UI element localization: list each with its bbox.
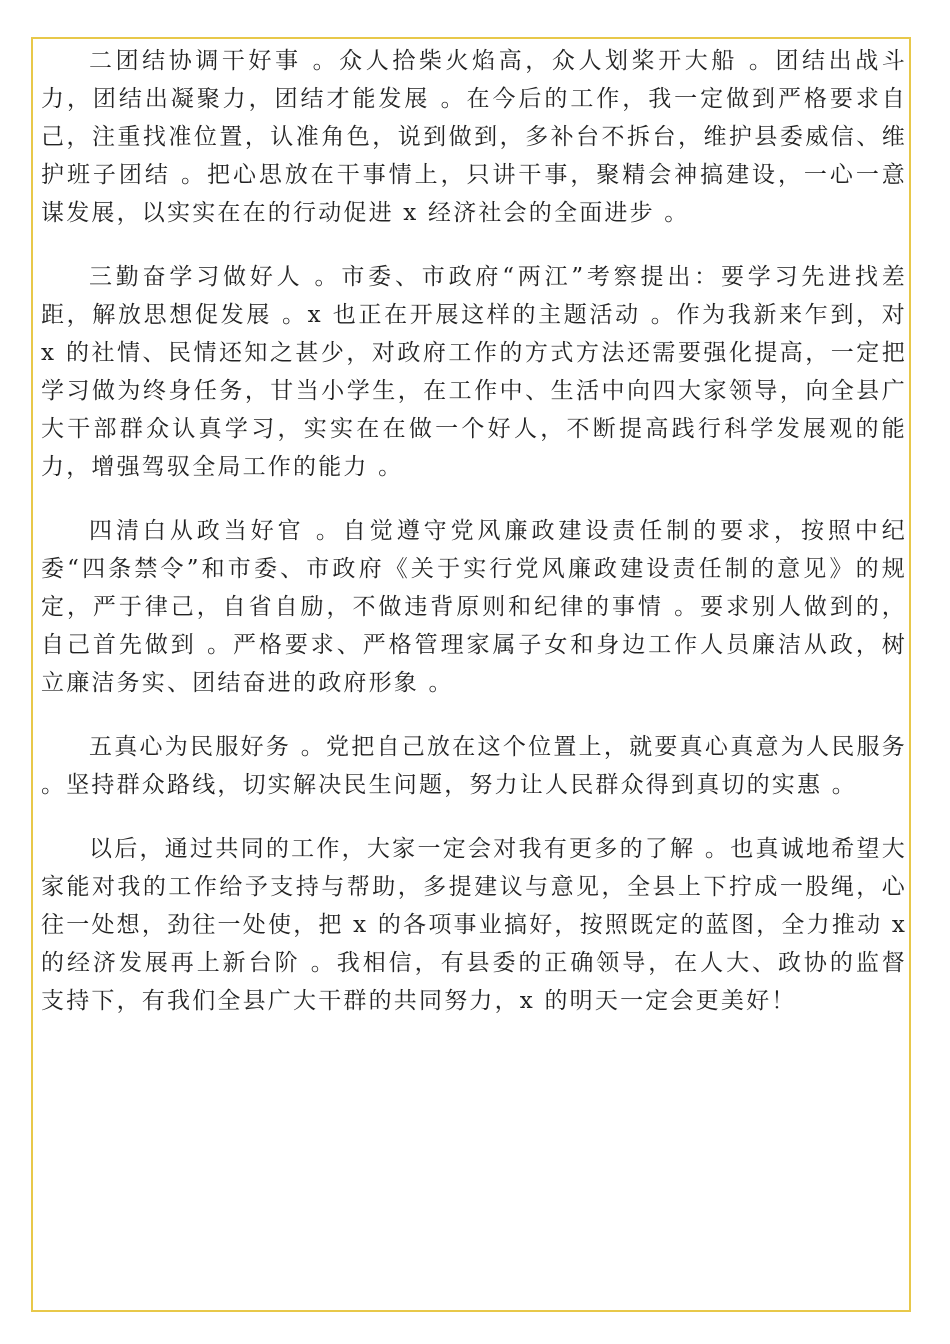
document-body (41, 42, 907, 1046)
paragraph-closing: 以后，通过共同的工作，大家一定会对我有更多的了解 。也真诚地希望大家能对我的工作给予支持与帮助，多提建议与意见，全县上下拧成一股绳，心往一处想，劲往一处使，把 x 的各项事业搞好，按照既定的蓝图，全力推动 x 的经济发展再上新台阶 。我相信，有县委的正确领导，在人大、政协的监督支持下，有我们全县广大干群的共同努力，x 的明天一定会更美好！ (41, 836, 907, 1014)
paragraph-integrity: 四清白从政当好官 。自觉遵守党风廉政建设责任制的要求，按照中纪委“四条禁令”和市委、市政府《关于实行党风廉政建设责任制的意见》的规定，严于律己，自省自励，不做违背原则和纪律的事情 。要求别人做到的，自己首先做到 。严格要求、严格管理家属子女和身边工作人员廉洁从政，树立廉洁务实、团结奋进的政府形象 。 (41, 518, 907, 696)
paragraph-unity: 二团结协调干好事 。众人拾柴火焰高，众人划桨开大船 。团结出战斗力，团结出凝聚力，团结才能发展 。在今后的工作，我一定做到严格要求自己，注重找准位置，认准角色，说到做到，多补台不拆台，维护县委威信、维护班子团结 。把心思放在干事情上，只讲干事，聚精会神搞建设，一心一意谋发展，以实实在在的行动促进 x 经济社会的全面进步 。 (41, 48, 907, 226)
paragraph-service: 五真心为民服好务 。党把自己放在这个位置上，就要真心真意为人民服务 。坚持群众路线，切实解决民生问题，努力让人民群众得到真切的实惠 。 (41, 734, 907, 798)
paragraph-study: 三勤奋学习做好人 。市委、市政府“两江”考察提出：要学习先进找差距，解放思想促发展 。x 也正在开展这样的主题活动 。作为我新来乍到，对 x 的社情、民情还知之甚少，对政府工作的方式方法还需要强化提高，一定把学习做为终身任务，甘当小学生，在工作中、生活中向四大家领导，向全县广大干部群众认真学习，实实在在做一个好人，不断提高践行科学发展观的能力，增强驾驭全局工作的能力 。 (41, 264, 907, 480)
